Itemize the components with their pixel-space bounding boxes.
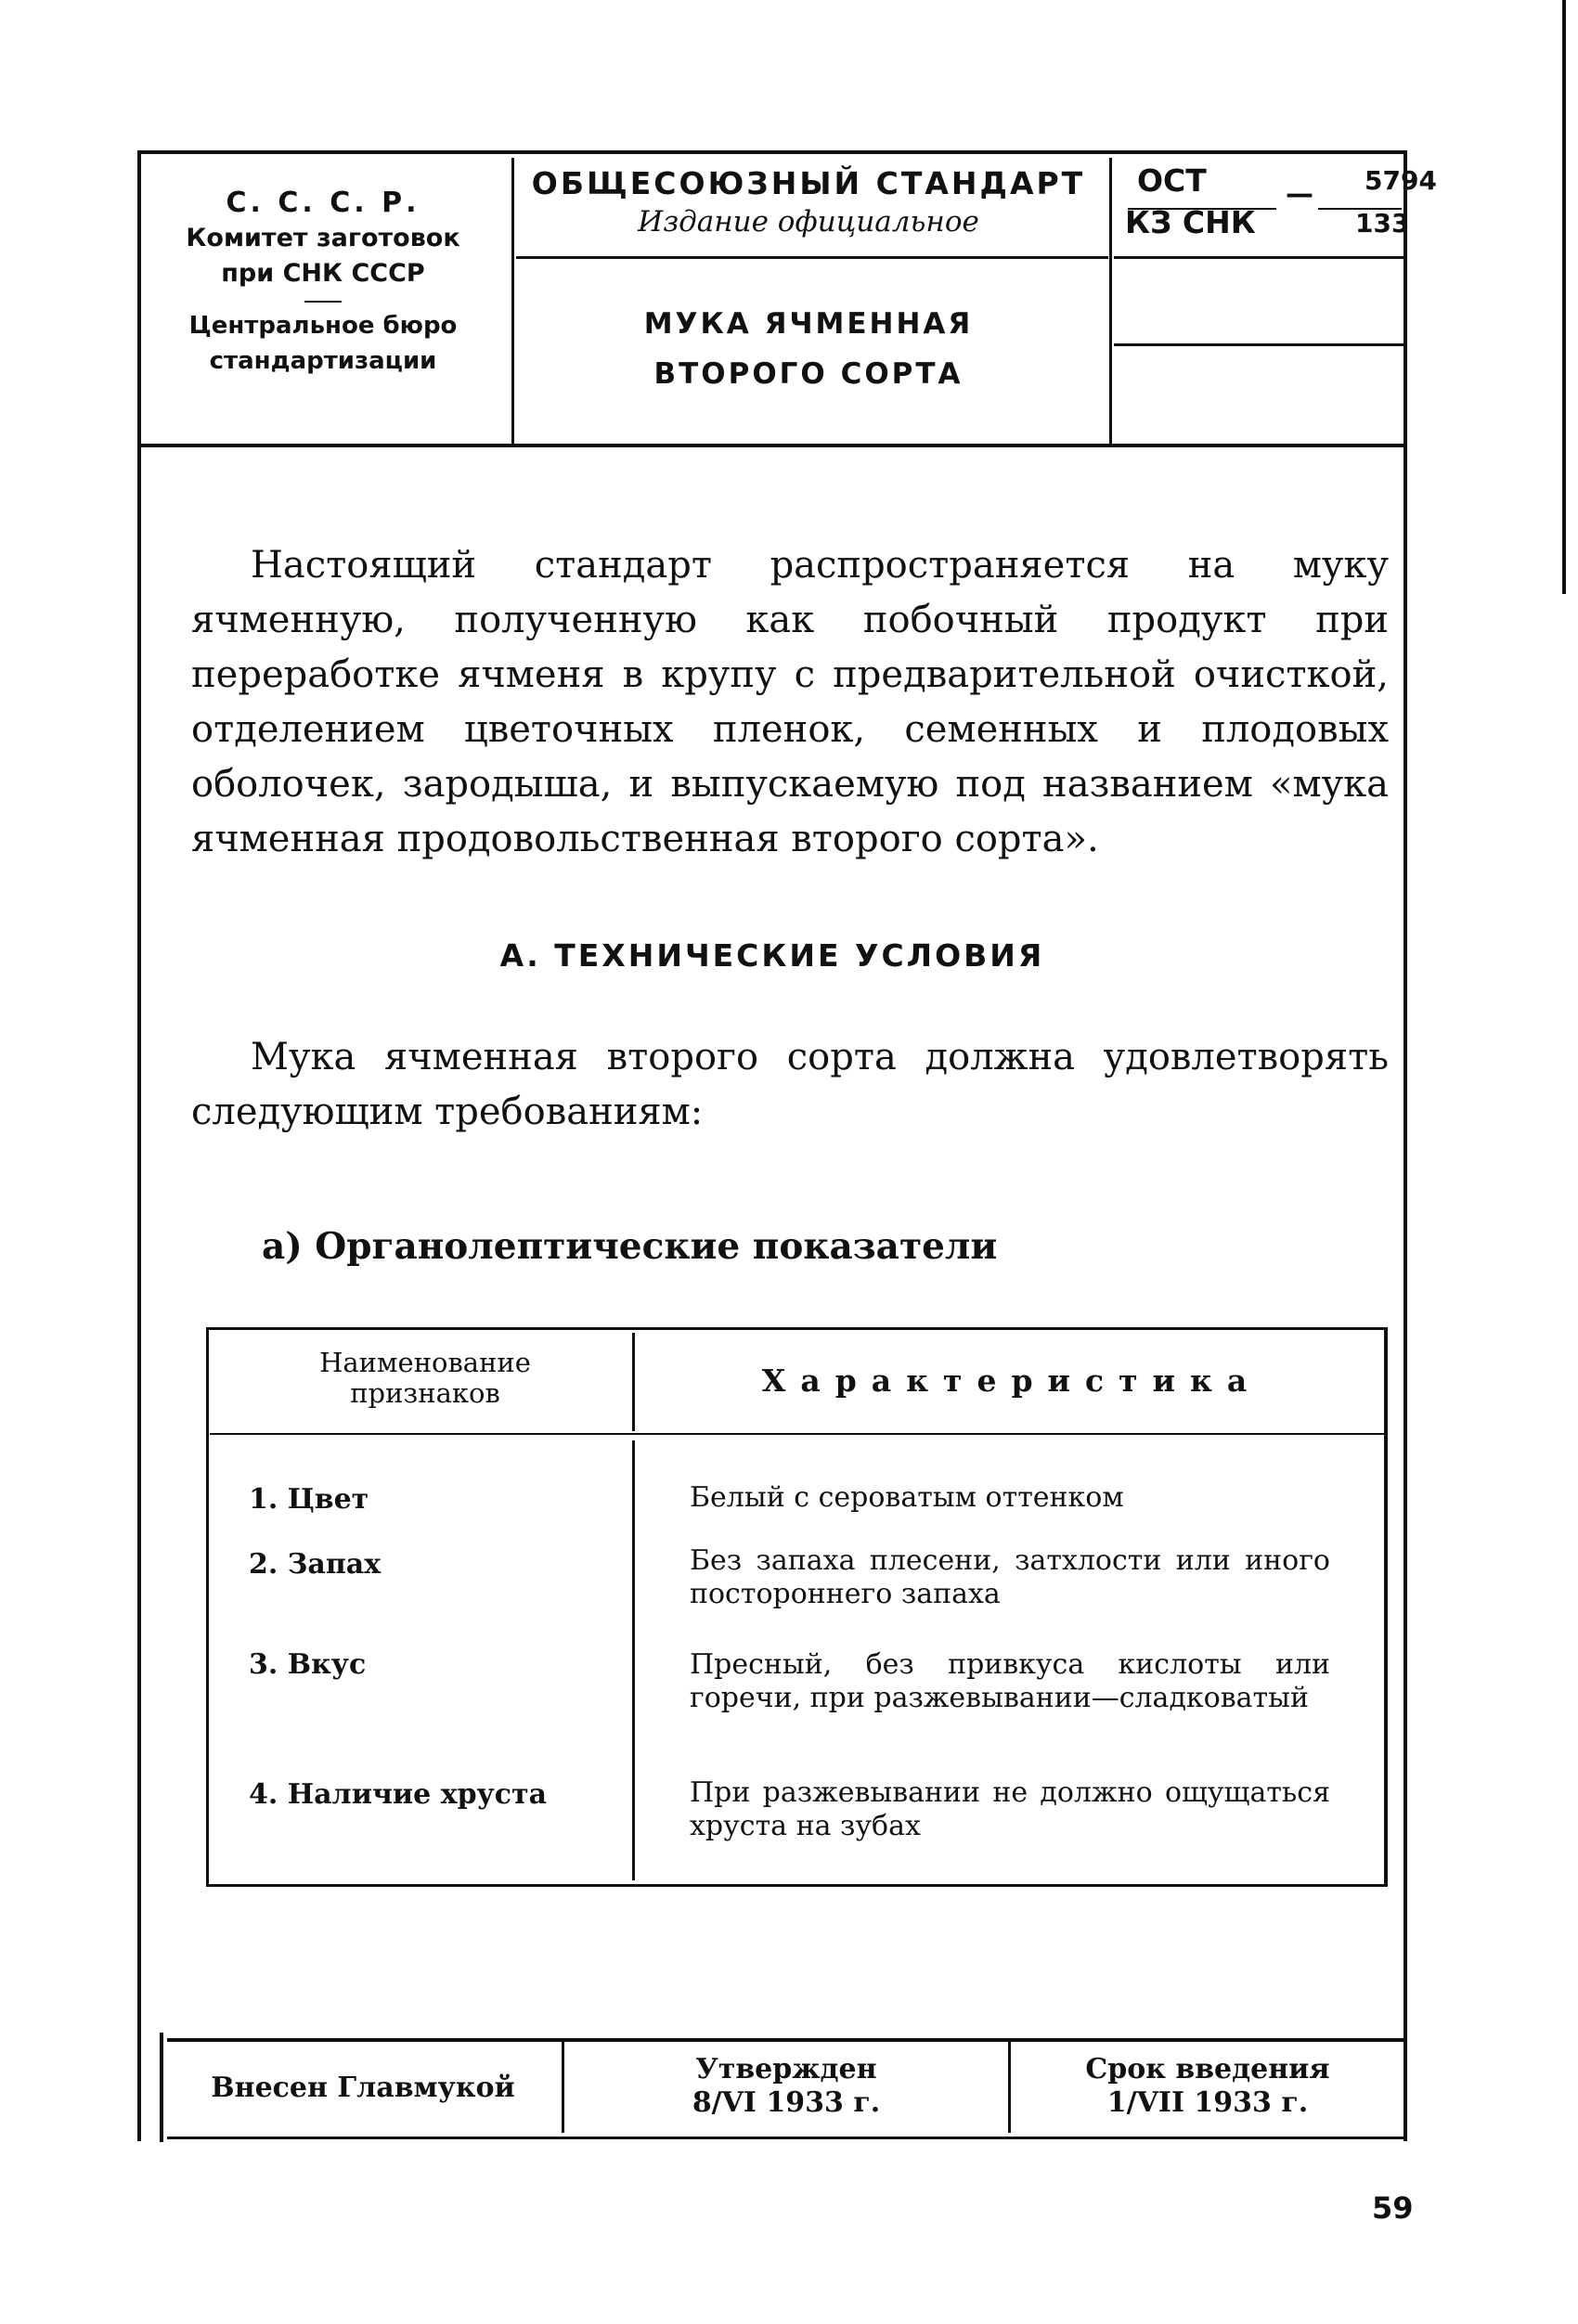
bureau-line-2: стандартизации [209, 347, 437, 375]
table-row-desc: Без запаха плесени, затхлости или иного постороннего запаха [690, 1544, 1330, 1610]
table-top-border [206, 1327, 1387, 1330]
subsection-title: а) Органолептические показатели [262, 1225, 998, 1268]
kz-number: 133 [1355, 208, 1410, 239]
requirement-paragraph [191, 1030, 1389, 1140]
header-bottom-border [141, 444, 1405, 447]
approved-label: Утвержден [695, 2053, 877, 2085]
issuer-separator [304, 301, 342, 303]
footer-divider-2 [1008, 2042, 1011, 2133]
table-row-desc: Пресный, без привкуса кислоты или горечи, при разжевывании—сладковатый [690, 1648, 1330, 1714]
footer-bottom-border [167, 2137, 1403, 2139]
product-line-1: МУКА ЯЧМЕННАЯ [643, 307, 974, 341]
table-body-divider [632, 1440, 635, 1880]
col-name-line-1: Наименование [319, 1347, 531, 1378]
standard-title: ОБЩЕСОЮЗНЫЙ СТАНДАРТ [531, 165, 1086, 201]
table-right-border [1384, 1327, 1388, 1886]
intro-paragraph [191, 538, 1389, 867]
table-header-rule [210, 1433, 1384, 1435]
page-number: 59 [1372, 2190, 1414, 2226]
table-left-border [206, 1327, 209, 1886]
table-row-name: 2. Запах [249, 1548, 382, 1581]
footer-left-border [160, 2033, 163, 2142]
header-right-rule-2 [1114, 343, 1403, 346]
footer-divider-1 [562, 2042, 564, 2133]
code-dash: — [1286, 178, 1313, 211]
table-row-name: 3. Вкус [249, 1648, 367, 1681]
effective-date: 1/VII 1933 г. [1106, 2086, 1309, 2119]
table-row-name: 1. Цвет [249, 1483, 369, 1516]
intro-text: Настоящий стандарт распространяется на муку ячменную, полученную как побочный продукт при переработке ячменя в крупу с предварительной очисткой, отделением цветочных пленок, семенных и плодовых оболочек, зародыша, и выпускаемую под названием «мука ячменная продовольственная второго сорта». [191, 544, 1389, 860]
country-label: С. С. С. Р. [226, 187, 420, 219]
table-row-name: 4. Наличие хруста [249, 1778, 548, 1811]
table-bottom-border [206, 1884, 1388, 1887]
table-col-name-header [212, 1348, 639, 1409]
approved-block [566, 2053, 1006, 2120]
header-right-rule-1 [1114, 256, 1403, 259]
ost-label: ОСТ [1137, 162, 1207, 199]
bureau-line-1: Центральное бюро [188, 312, 458, 340]
product-name-block [516, 299, 1101, 399]
committee-line-2: при СНК СССР [221, 259, 425, 288]
footer-top-border [167, 2038, 1403, 2042]
product-line-2: ВТОРОГО СОРТА [653, 357, 964, 391]
introduced-by: Внесен Главмукой [211, 2072, 515, 2104]
issuer-block [139, 186, 507, 379]
ost-number: 5794 [1365, 165, 1437, 196]
approved-date: 8/VI 1933 г. [692, 2086, 881, 2119]
header-top-border [137, 150, 1407, 154]
standard-title-block [516, 165, 1101, 239]
table-row-desc: При разжевывании не должно ощущаться хруста на зубах [690, 1776, 1330, 1842]
effective-block [1014, 2053, 1402, 2120]
section-title: А. ТЕХНИЧЕСКИЕ УСЛОВИЯ [499, 937, 1045, 974]
col-name-line-2: признаков [350, 1377, 500, 1409]
effective-label: Срок введения [1085, 2053, 1330, 2085]
header-mid-rule [516, 256, 1108, 259]
committee-line-1: Комитет заготовок [186, 224, 460, 252]
header-divider-1 [511, 158, 514, 444]
requirement-text: Мука ячменная второго сорта должна удовлетворять следующим требованиям: [191, 1036, 1389, 1133]
scan-edge-line [1562, 0, 1566, 594]
table-col-characteristic-header: Характеристика [761, 1362, 1262, 1399]
table-row-desc: Белый с сероватым оттенком [690, 1481, 1124, 1514]
kz-label: КЗ СНК [1125, 204, 1256, 240]
edition-label: Издание официальное [638, 205, 979, 239]
header-divider-2 [1109, 158, 1112, 444]
